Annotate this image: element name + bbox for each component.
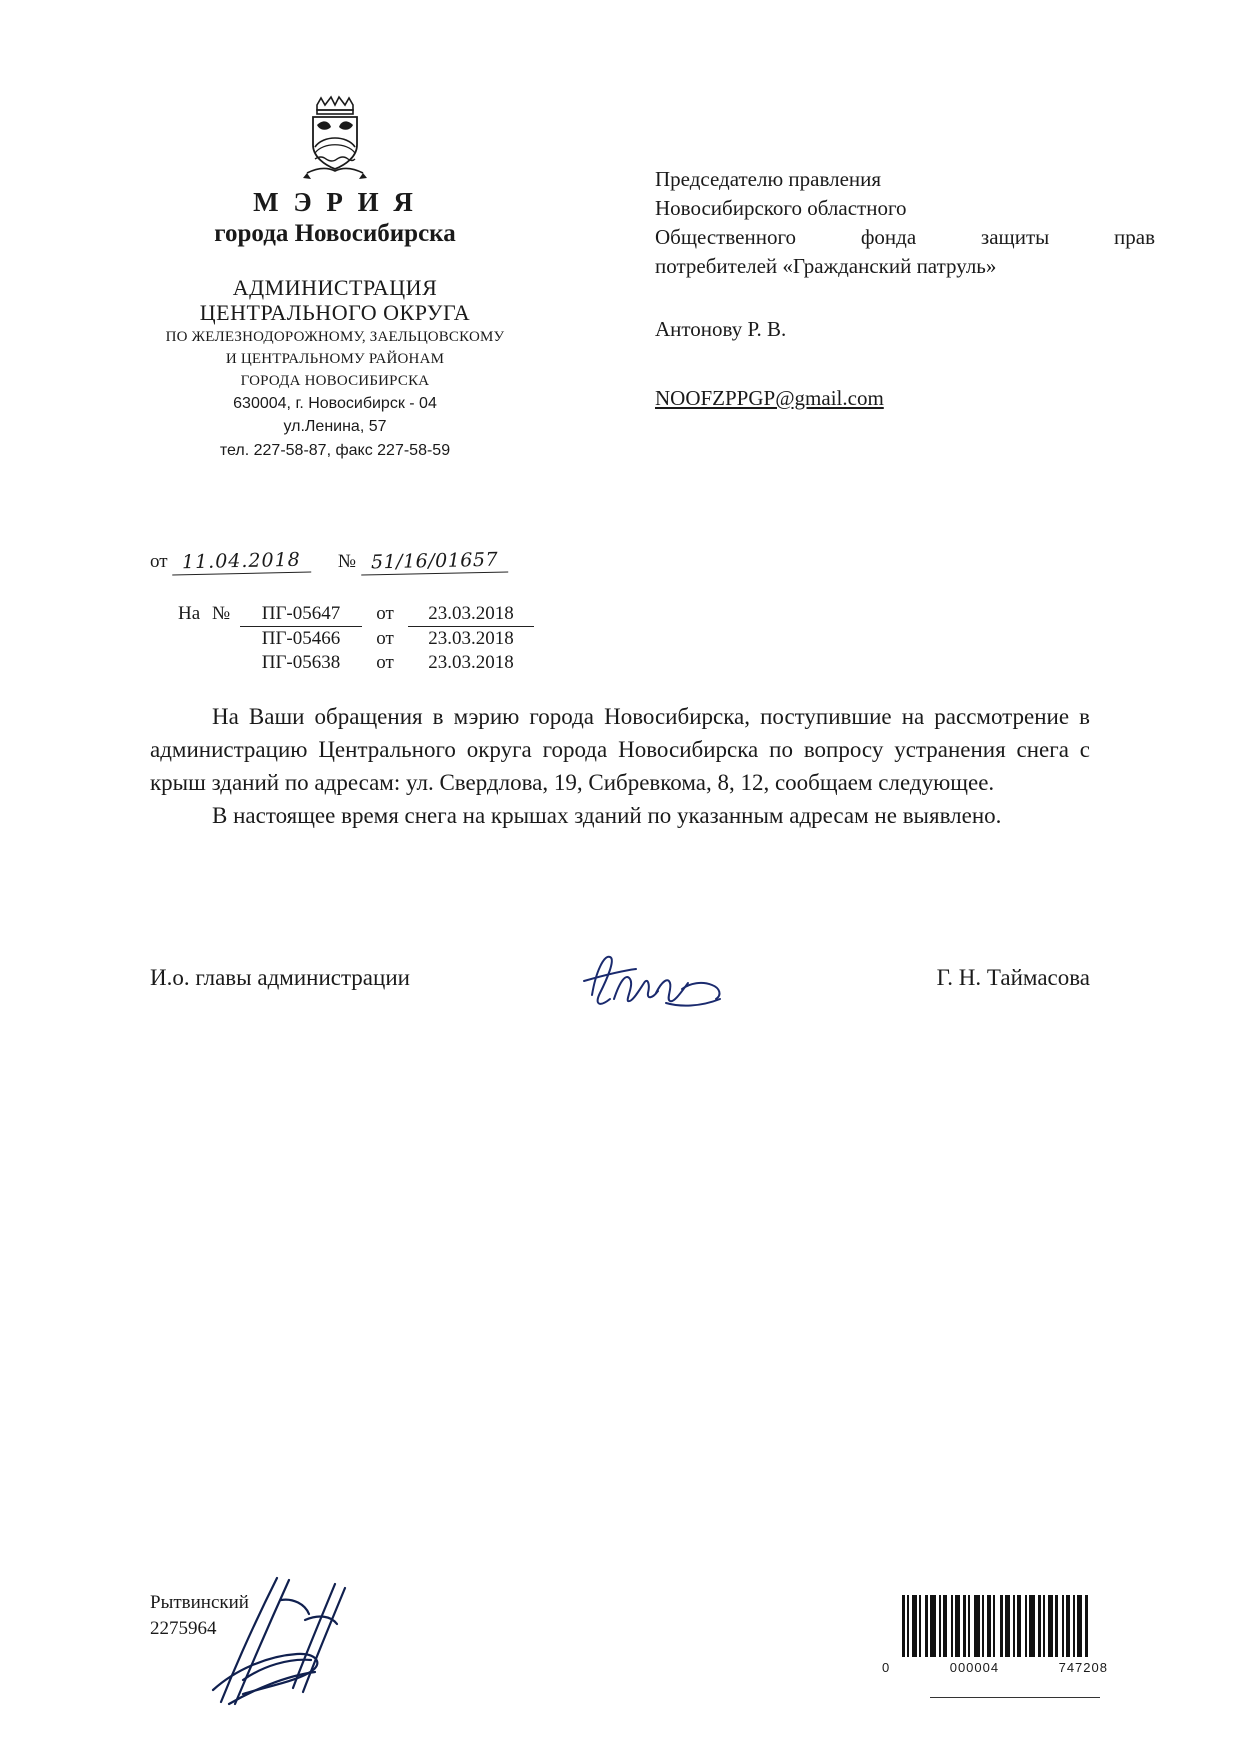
barcode-icon (880, 1595, 1110, 1657)
administration-line-2: ЦЕНТРАЛЬНОГО ОКРУГА (199, 300, 471, 326)
novosibirsk-coat-of-arms-icon (287, 95, 383, 181)
districts-line-1: ПО ЖЕЛЕЗНОДОРОЖНОМУ, ЗАЕЛЬЦОВСКОМУ (165, 329, 505, 346)
incoming-date: 23.03.2018 (428, 628, 514, 649)
administration-line-1: АДМИНИСТРАЦИЯ (232, 274, 438, 300)
outgoing-reference-line (150, 550, 570, 574)
letterhead (120, 95, 550, 461)
number-label: № (337, 551, 356, 572)
barcode-group-2: 747208 (1058, 1660, 1108, 1675)
addressee-line-4: потребителей «Гражданский патруль» (655, 253, 997, 278)
addressee-line-1: Председателю правления (655, 167, 882, 191)
body-paragraph-1: На Ваши обращения в мэрию города Новосибирска, поступившие на рассмотрение в администрацию Центрального округа города Новосибирска по вопросу устранения снега с крыш зданий по адресам: ул. Свердлова, 19, Сибревкома, 8, 12, сообщаем следующее. (150, 704, 1090, 796)
barcode-group-1: 000004 (949, 1660, 1000, 1675)
addressee-name: Антонову Р. В. (655, 316, 787, 341)
districts-line-2: И ЦЕНТРАЛЬНОМУ РАЙОНАМ (225, 351, 445, 368)
executor-phone: 2275964 (150, 1617, 217, 1639)
addressee-block (655, 165, 1155, 413)
number-value: 51/16/01657 (361, 548, 509, 575)
incoming-number: ПГ-05647 (240, 602, 362, 627)
barcode-block (880, 1595, 1110, 1698)
date-label: от (150, 551, 168, 572)
table-row (178, 651, 534, 675)
barcode-left-digit: 0 (882, 1660, 891, 1675)
signer-name: Г. Н. Таймасова (936, 965, 1090, 990)
incoming-date: 23.03.2018 (428, 652, 514, 673)
addressee-line-3: Общественного фонда защиты прав (655, 224, 1155, 249)
from-label: от (376, 652, 394, 673)
org-city: города Новосибирска (214, 220, 456, 248)
letter-body (150, 700, 1090, 832)
incoming-number: ПГ-05466 (261, 628, 341, 649)
address-line-1: 630004, г. Новосибирск - 04 (233, 394, 437, 412)
addressee-email[interactable]: NOOFZPPGP@gmail.com (655, 385, 884, 410)
body-paragraph-2: В настоящее время снега на крышах зданий по указанным адресам не выявлено. (212, 803, 1002, 829)
no-label: № (212, 603, 231, 625)
handwritten-signature-icon (570, 937, 790, 1027)
table-row (178, 602, 534, 627)
districts-line-3: ГОРОДА НОВОСИБИРСКА (240, 372, 430, 389)
incoming-date: 23.03.2018 (408, 602, 534, 627)
from-label: от (376, 627, 394, 649)
signer-position: И.о. главы администрации (150, 965, 410, 990)
org-title: М Э Р И Я (253, 187, 417, 217)
incoming-number: ПГ-05638 (261, 652, 341, 673)
addressee-line-2: Новосибирского областного (655, 195, 907, 220)
table-row (178, 627, 534, 652)
address-line-2: ул.Ленина, 57 (283, 418, 387, 436)
on-label: На (178, 603, 201, 625)
from-label: от (376, 603, 394, 625)
address-line-3: тел. 227-58-87, факс 227-58-59 (219, 441, 451, 459)
handwritten-signature-icon (185, 1570, 385, 1710)
executor-name: Рытвинский (150, 1592, 249, 1613)
incoming-reference-table (178, 602, 534, 675)
barcode-digits (880, 1660, 1110, 1675)
footer-rule (930, 1697, 1100, 1698)
date-value: 11.04.2018 (172, 549, 311, 576)
